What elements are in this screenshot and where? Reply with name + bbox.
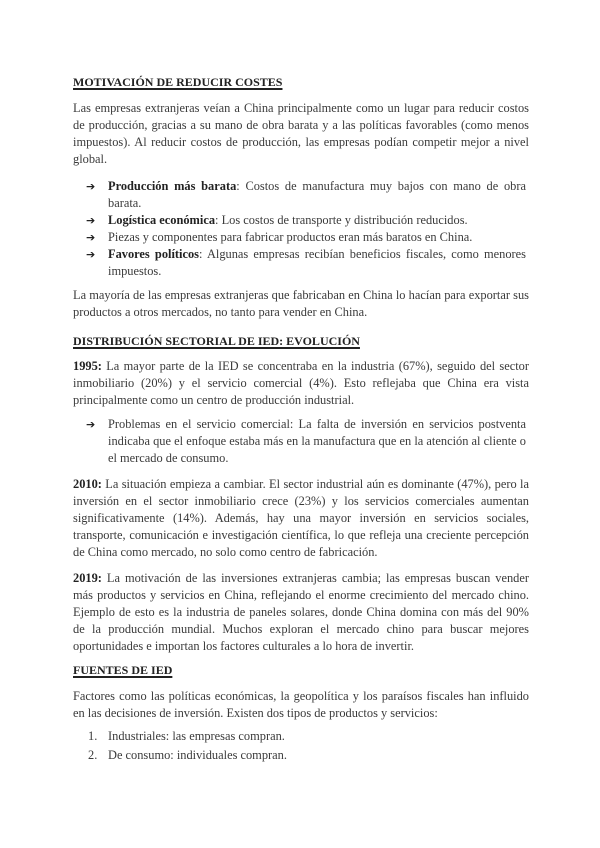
arrow-icon: ➔ xyxy=(86,180,96,193)
arrow-icon: ➔ xyxy=(86,418,96,431)
paragraph-intro: Las empresas extranjeras veían a China principalmente como un lugar para reducir costos de producción, gracias a su mano de obra barata y a las políticas favorables (como menos impuestos). Al reducir costos de producción, las empresas podían competir mejor a nivel global. xyxy=(73,101,529,166)
bullet-item xyxy=(86,246,526,280)
bullet-item xyxy=(86,178,526,212)
paragraph-2019 xyxy=(73,570,529,655)
paragraph-text: La situación empieza a cambiar. El sector industrial aún es dominante (47%), pero la inversión en el sector inmobiliario crece (23%) y los servicios comerciales aumentan significativamente (14%). Además, hay una mayor inversión en servicios sociales, transporte, comunicación e investigación científica, lo que refleja una creciente percepción de China como mercado, no solo como centro de fabricación. xyxy=(73,477,529,559)
paragraph-1995 xyxy=(73,358,529,409)
bullet-item xyxy=(86,229,526,246)
bullet-text: Piezas y componentes para fabricar productos eran más baratos en China. xyxy=(108,230,473,244)
list-item xyxy=(88,747,508,764)
arrow-icon: ➔ xyxy=(86,248,96,261)
heading-distribucion: DISTRIBUCIÓN SECTORIAL DE IED: EVOLUCIÓN xyxy=(73,334,360,348)
item-number: 2. xyxy=(88,748,98,762)
paragraph-2010 xyxy=(73,476,529,561)
paragraph-text: La mayor parte de la IED se concentraba en la industria (67%), seguido del sector inmobiliario (20%) y el servicio comercial (4%). Esto reflejaba que China era vista principalmente como un centro de producción industrial. xyxy=(73,359,529,407)
bullet-text: Problemas en el servicio comercial: La falta de inversión en servicios postventa indicaba que el enfoque estaba más en la manufactura que en la atención al cliente o el mercado de consumo. xyxy=(108,417,526,465)
arrow-icon: ➔ xyxy=(86,214,96,227)
bullet-text: : Costos de manufactura muy bajos con mano de obra barata. xyxy=(108,179,526,210)
year-label: 2019: xyxy=(73,571,102,585)
paragraph-fuentes: Factores como las políticas económicas, la geopolítica y los paraísos fiscales han influido en las decisiones de inversión. Existen dos tipos de productos y servicios: xyxy=(73,689,529,720)
item-number: 1. xyxy=(88,729,98,743)
bullet-text: : Los costos de transporte y distribución reducidos. xyxy=(215,213,468,227)
bullet-bold-label: Producción más barata xyxy=(108,179,237,193)
arrow-icon: ➔ xyxy=(86,231,96,244)
paragraph-text: La motivación de las inversiones extranjeras cambia; las empresas buscan vender más productos y servicios en China, reflejando el enorme crecimiento del mercado chino. Ejemplo de esto es la industria de paneles solares, donde China domina con más del 90% de la producción mundial. Muchos exploran el mercado chino para buscar mejores oportunidades e importan los factores culturales a lo hora de invertir. xyxy=(73,571,529,653)
bullet-list-1995 xyxy=(86,416,526,467)
bullet-text: : Algunas empresas recibían beneficios fiscales, como menores impuestos. xyxy=(108,247,526,278)
bullet-bold-label: Favores políticos xyxy=(108,247,199,261)
heading-motivacion: MOTIVACIÓN DE REDUCIR COSTES xyxy=(73,75,283,89)
item-text: De consumo: individuales compran. xyxy=(108,748,287,762)
bullet-item xyxy=(86,416,526,467)
bullet-bold-label: Logística económica xyxy=(108,213,216,227)
year-label: 2010: xyxy=(73,477,102,491)
bullet-list-costs xyxy=(86,178,526,280)
list-item xyxy=(88,728,508,745)
year-label: 1995: xyxy=(73,359,102,373)
numbered-list xyxy=(88,728,508,764)
item-text: Industriales: las empresas compran. xyxy=(108,729,285,743)
heading-fuentes: FUENTES DE IED xyxy=(73,663,173,677)
paragraph-closing: La mayoría de las empresas extranjeras que fabricaban en China lo hacían para exportar sus productos a otros mercados, no tanto para vender en China. xyxy=(73,288,529,319)
bullet-item xyxy=(86,212,526,229)
